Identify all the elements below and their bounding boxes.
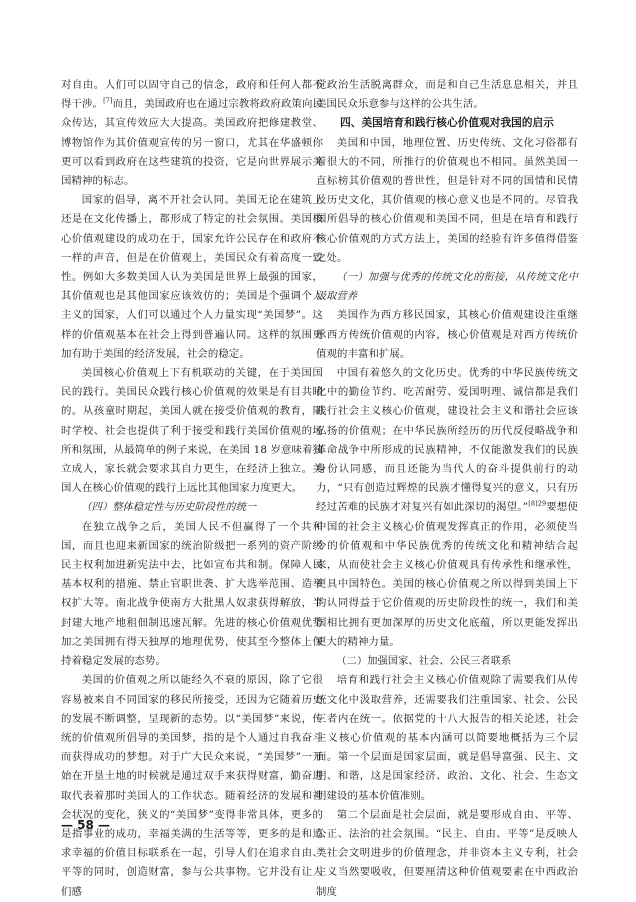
- citation: [7]: [103, 96, 113, 105]
- subsection-heading: （四）整体稳定性与历史阶段性的统一: [81, 502, 257, 514]
- paragraph: 第二个层面是社会层面，就是要形成自由、平等、公正、法治的社会氛围。“民主、自由、平等”是反映人类社会文明进步的价值理念，并非资本主义专利，社会主义当然要吸收，但要厘清这种价值观要素在中西政治制度: [316, 808, 578, 898]
- paragraph: 美国的价值观之所以能经久不衰的原因，除了它很容易被来自不同国家的移民所接受，还因为它随着历史的发展不断调整，呈现新的态势。以“美国梦”来说，传统的价值观所倡导的美国梦，指的是个人通过自我奋斗而获得成功的梦想。对于广大民众来说，“美国梦”一开始在开垦土地的时候就是通过双手来获得财富，勤奋进取代表着那时美国人的工作状态。随着经济的发展和社会状况的变化，狭义的“美国梦”变得非常具体，更多的是指事业的成功，幸福美满的生活等等，更多的是和追求幸福的价值目标联系在一起，引导人们在追求自由、平等的同时，创造财富，参与公共事物。它并没有让人们感: [61, 674, 323, 898]
- right-column: [316, 76, 578, 902]
- paragraph: 在独立战争之后，美国人民不但赢得了一个共和国，而且也迎来新国家的统治阶级把一系列的资产阶级民主权利加进新宪法中去，比如宣布共和制。保障人民基本权利的措施、禁止官职世袭、扩大选举范围、造举权扩大等。南北战争使南方大批黑人奴隶获得解放，半封建大地产地租佃制迅速瓦解。先进的核心价值观优势加之美国拥有得天独厚的地理优势，使其至今整体上保持着稳定发展的态势。: [61, 520, 323, 668]
- paragraph: 美国和中国，地理位置、历史传统、文化习俗都有着很大的不同，所推行的价值观也不相同。虽然美国一直标榜其价值观的普世性，但是针对不同的国情和民情及历史文化，其价值观的核心意义也是不同的。尽管我国所倡导的核心价值观和美国不同，但是在培育和践行核心价值观的方式方法上，美国的经验有许多值得借鉴之处。: [316, 136, 578, 264]
- paragraph: 中国有着悠久的文化历史。优秀的中华民族传统文化中的勤俭节约、吃苦耐劳、爱国明理、诚信都是我们践行社会主义核心价值观，建设社会主义和谐社会应该弘扬的价值观；在中华民族所经历的历代反侵略战争和革命战争中所形成的民族精神，不仅能激发我们的民族身份认同感，而且还能为当代人的奋斗提供前行的动力，“只有创造过辉煌的民族才懂得复兴的意义，只有历经过苦难的民族才对复兴有如此深切的渴望。”$^{[8]29}$要想使中国的社会主义核心价值观发挥真正的作用，必须使当今的价值观和中华民族优秀的传统文化和精神结合起来，从而使社会主义核心价值观具有传承性和继承性，更具中国特色。美国的核心价值观之所以得到美国上下的认同得益于它价值观的历史阶段性的统一，我们和美国相比拥有更加深厚的历史文化底蕴，所以更能发挥出更大的精神力量。: [316, 367, 578, 648]
- paragraph: 国家的倡导，离不开社会认同。美国无论在建筑上还是在文化传播上，都形成了特定的社会氛围。美国核心价值观建设的成功在于，国家允许公民存在和政府不一样的声音，但是在价值观上，美国民众有着高度一致性。例如大多数美国人认为美国是世界上最强的国家，其价值观也是其他国家应该效仿的；美国是个强调个人主义的国家，人们可以通过个人力量实现“美国梦”。这样的价值观基本在社会上得到普遍认同。这样的氛围更加有助于美国的经济发展，社会的稳定。: [61, 194, 323, 360]
- paragraph: 美国核心价值观上下有机联动的关键，在于美国国民的践行。美国民众践行核心价值观的效果是有目共睹的。从孩童时期起，美国人就在接受价值观的教育，同时学校、社会也提供了利于接受和践行美国价值观的场所和氛围，从最简单的例子来说，在美国 18 岁意味着独立成人，家长就会要求其自力更生，在经济上独立。美国人在核心价值观的践行上远比其他国家力度更大。: [61, 367, 323, 495]
- subsection-heading: （一）加强与优秀的传统文化的衔接，从传统文化中汲取营养: [316, 272, 578, 303]
- paragraph: 美国作为西方移民国家，其核心价值观建设注重继承西方传统价值观的内容，核心价值观是对西方传统价值观的丰富和扩展。: [316, 309, 578, 360]
- paragraph: 培育和践行社会主义核心价值观除了需要我们从传统文化中汲取营养，还需要我们注重国家、社会、公民三者内在统一。依据党的十八大报告的相关论述，社会主义核心价值观的基本内涵可以简要地概括为三个层面。第一个层面是国家层面，就是倡导富强、民主、文明、和谐，这是国家经济、政治、文化、社会、生态文明建设的基本价值准则。: [316, 674, 578, 802]
- section-heading: 四、美国培育和践行核心价值观对我国的启示: [340, 117, 554, 130]
- paragraph: 觉政治生活脱离群众，而是和自己生活息息相关，并且美国民众乐意参与这样的公共生活。: [316, 79, 578, 111]
- citation: [8]29: [528, 500, 547, 508]
- left-column: [61, 76, 323, 902]
- page-number: — 58 —: [61, 818, 111, 832]
- paragraph: 对自由。人们可以固守自己的信念，政府和任何人都不得干涉。[7]而且，美国政府也在通过宗教将政府政策向民众传达，其宣传效应大大提高。美国政府把修建教堂、博物馆作为其价值观宣传的另一窗口，尤其在华盛顿你更可以看到政府在这些建筑的投资，它是向世界展示美国精神的标志。: [61, 79, 324, 188]
- subsection-heading: （二）加强国家、社会、公民三者联系: [336, 656, 512, 668]
